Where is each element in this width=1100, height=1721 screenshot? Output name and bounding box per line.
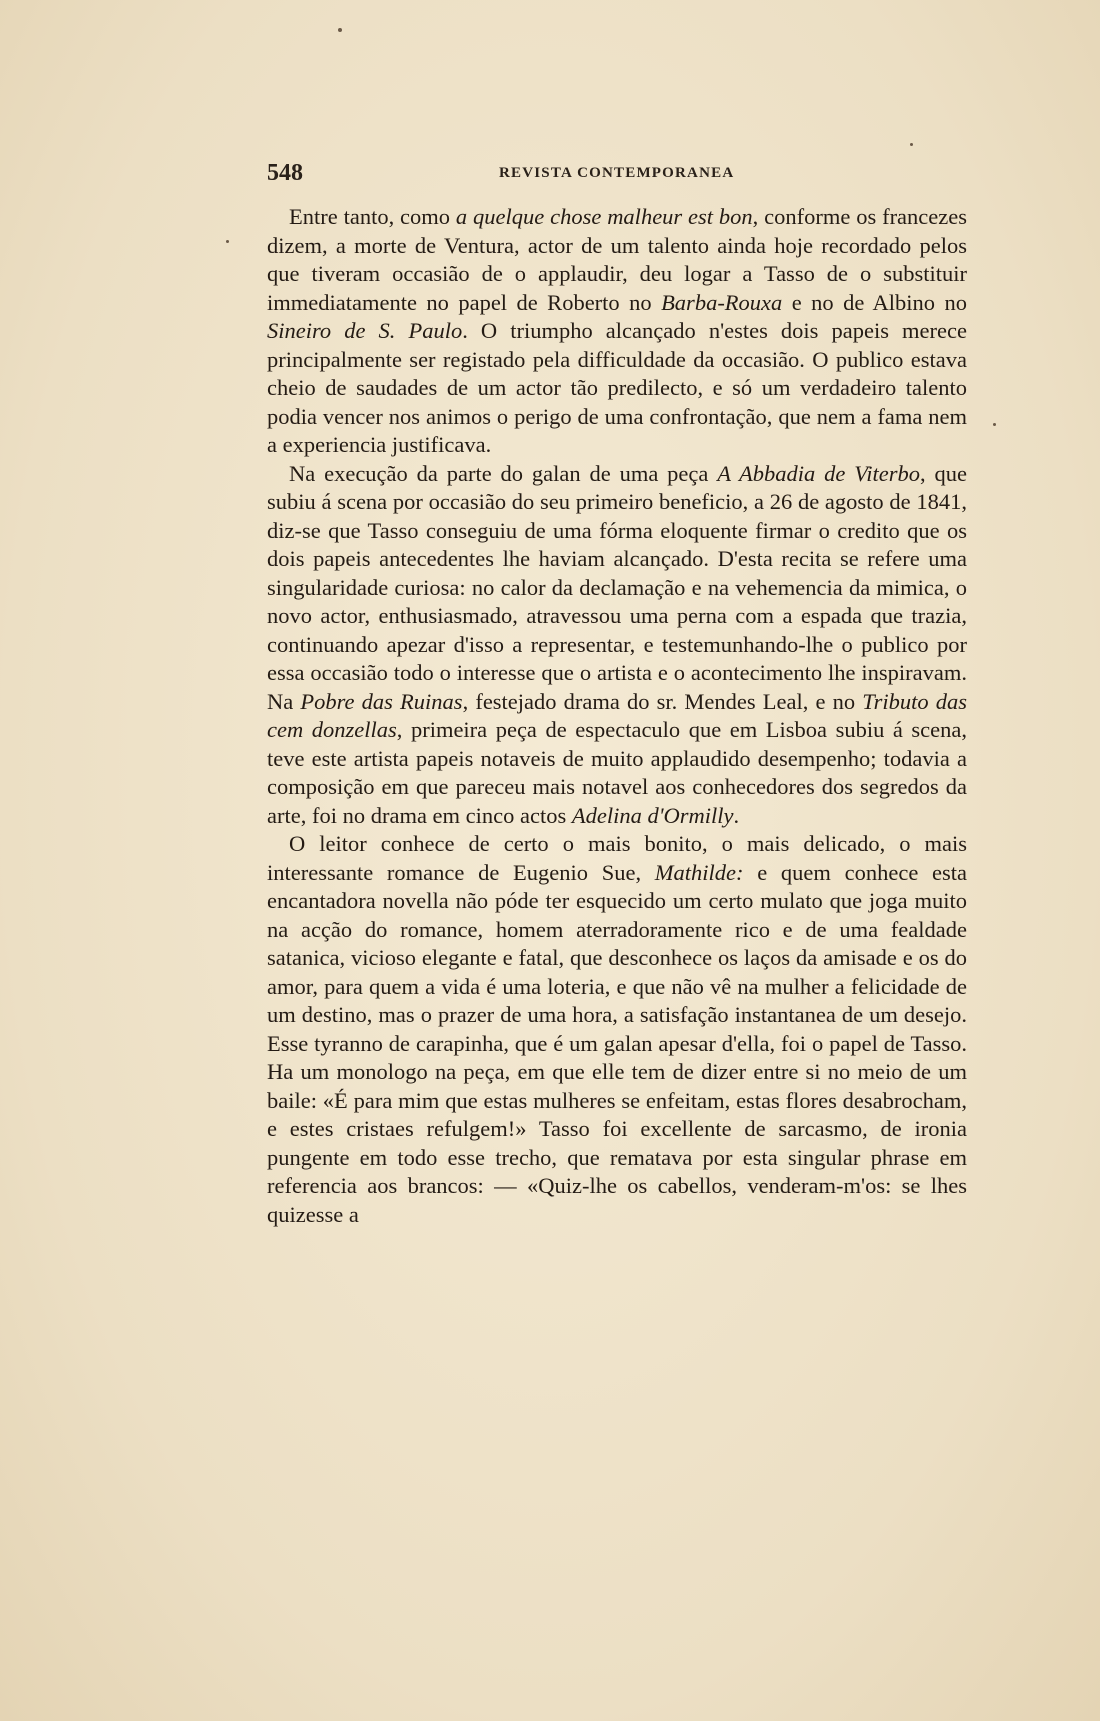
italic-title: Barba-Rouxa: [661, 289, 783, 315]
text-run: e quem conhece esta encantadora novella não póde ter esquecido um certo mulato que joga muito na acção do romance, homem aterradoramente rico e de uma fealdade satanica, vicioso elegante e fatal, que desconhece os laços da amisade e os do amor, para quem a vida é uma loteria, e que não vê na mulher a felicidade de um destino, mas o prazer de uma hora, a satisfação instantanea de um desejo. Esse tyranno de carapinha, que é um galan apesar d'ella, foi o papel de Tasso. Ha um monologo na peça, em que elle tem de dizer entre si no meio de um baile: «É para mim que estas mulheres se enfeitam, estas flores desabrocham, e estes cristaes refulgem!» Tasso foi excellente de sarcasmo, de ironia pungente em todo esse trecho, que rematava por esta singular phrase em referencia aos brancos: — «Quiz-lhe os cabellos, venderam-m'os: se lhes quizesse a: [267, 859, 967, 1227]
paper-speck: [338, 28, 342, 32]
text-run: , primeira peça de espectaculo que em Lisboa subiu á scena, teve este artista papeis notaveis de muito applaudido desempenho; todavia a composição em que pareceu mais notavel aos conhecedores dos segredos da arte, foi no drama em cinco actos: [267, 717, 967, 828]
page-number: 548: [267, 160, 303, 186]
paper-speck: [910, 143, 913, 146]
text-run: Na execução da parte do galan de uma peça: [289, 460, 718, 486]
paper-speck: [993, 423, 996, 426]
text-run: e no de Albino no: [782, 289, 968, 315]
italic-title: Mathilde:: [654, 859, 744, 885]
paragraph: [267, 830, 967, 1229]
text-run: , festejado drama do sr. Mendes Leal, e no: [462, 688, 863, 714]
italic-title: A Abbadia de Viterbo: [717, 460, 921, 486]
paper-speck: [226, 240, 229, 243]
text-run: Entre tanto, como: [289, 204, 456, 229]
italic-title: Adelina d'Ormilly: [571, 802, 734, 828]
text-run: , que subiu á scena por occasião do seu primeiro beneficio, a 26 de agosto de 1841, diz-se que Tasso conseguiu de uma fórma eloquente firmar o credito que os dois papeis antecedentes lhe haviam alcançado. D'esta recita se refere uma singularidade curiosa: no calor da declamação e na vehemencia da mimica, o novo actor, enthusiasmado, atravessou uma perna com a espada que trazia, continuando apezar d'isso a representar, e testemunhando-lhe o publico por essa occasião todo o interesse que o artista e o acontecimento lhe inspiravam. Na: [267, 460, 967, 714]
italic-title: Tributo das cem donzellas: [267, 688, 967, 742]
italic-title: Sineiro de S. Paulo: [267, 318, 463, 343]
text-run: . O triumpho alcançado n'estes dois papeis merece principalmente ser registado pela difficuldade da occasião. O publico estava cheio de saudades de um actor tão predilecto, e só um verdadeiro talento podia vencer nos animos o perigo de uma confrontação, que nem a fama nem a experiencia justificava.: [267, 318, 967, 457]
text-run: .: [733, 802, 740, 828]
text-run: , conforme os francezes dizem, a morte de Ventura, actor de um talento ainda hoje recordado pelos que tiveram occasião de o applaudir, deu logar a Tasso de o substituir immediatamente no papel de Roberto no: [267, 204, 967, 315]
paragraph: [267, 460, 967, 831]
italic-title: a quelque chose malheur est bon: [455, 204, 753, 229]
paragraph: [267, 203, 967, 460]
body-text: [267, 203, 967, 1229]
page-header: [267, 160, 967, 190]
running-title: REVISTA CONTEMPORANEA: [499, 165, 735, 181]
text-run: O leitor conhece de certo o mais bonito, o mais delicado, o mais interessante romance de Eugenio Sue,: [267, 831, 967, 885]
italic-title: Pobre das Ruinas: [300, 688, 463, 714]
